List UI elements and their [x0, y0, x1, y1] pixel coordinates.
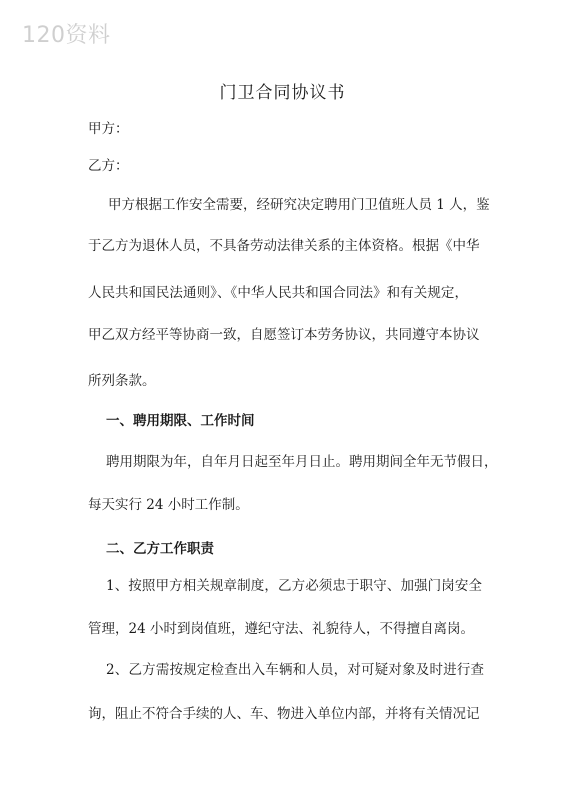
section-1-line-1: 聘用期限为年，自年月日起至年月日止。聘用期间全年无节假日，: [106, 454, 498, 470]
section-2-line-2: 管理，24 小时到岗值班，遵纪守法、礼貌待人，不得擅自离岗。: [88, 621, 474, 637]
document-title: 门卫合同协议书: [219, 83, 346, 103]
section-2-line-1: 1、按照甲方相关规章制度，乙方必须忠于职守、加强门岗安全: [106, 578, 482, 594]
section-2-line-4: 询，阻止不符合手续的人、车、物进入单位内部，并将有关情况记: [88, 706, 480, 722]
section-2-heading: 二、乙方工作职责: [106, 541, 214, 557]
intro-line-1: 甲方根据工作安全需要，经研究决定聘用门卫值班人员 1 人，鉴: [108, 197, 490, 213]
intro-line-5: 所列条款。: [88, 373, 156, 389]
intro-line-3: 人民共和国民法通则》、《中华人民共和国合同法》和有关规定，: [88, 285, 468, 301]
intro-line-2: 于乙方为退休人员，不具备劳动法律关系的主体资格。根据《中华: [88, 238, 480, 254]
party-b-label: 乙方：: [88, 158, 129, 174]
party-a-label: 甲方：: [88, 121, 129, 137]
intro-line-4: 甲乙双方经平等协商一致，自愿签订本劳务协议，共同遵守本协议: [88, 327, 480, 343]
section-1-heading: 一、聘用期限、工作时间: [106, 413, 255, 429]
section-2-line-3: 2、乙方需按规定检查出入车辆和人员，对可疑对象及时进行查: [106, 662, 484, 678]
section-1-line-2: 每天实行 24 小时工作制。: [88, 497, 249, 513]
watermark-logo: 120资料: [22, 23, 111, 48]
